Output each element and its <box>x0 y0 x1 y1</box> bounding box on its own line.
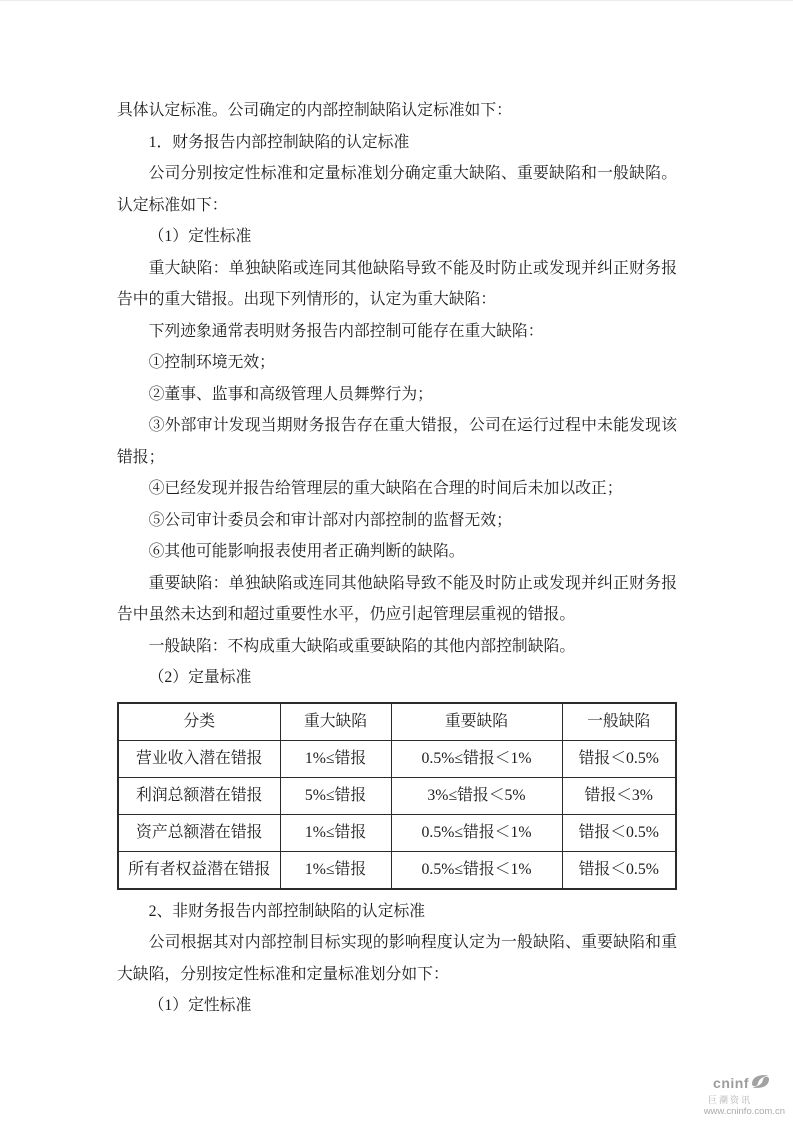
table-cell: 5%≤错报 <box>280 777 391 814</box>
text-line: 公司根据其对内部控制目标实现的影响程度认定为一般缺陷、重要缺陷和重 <box>148 934 677 951</box>
document-content <box>117 95 677 1022</box>
paragraph <box>117 127 677 159</box>
text-line: 一般缺陷：不构成重大缺陷或重要缺陷的其他内部控制缺陷。 <box>148 637 576 655</box>
table-header-cell: 一般缺陷 <box>562 703 676 741</box>
cninfo-swirl-icon <box>750 1073 771 1095</box>
paragraph <box>117 505 677 537</box>
paragraph <box>117 410 677 473</box>
text-line: 1．财务报告内部控制缺陷的认定标准 <box>148 133 410 151</box>
quantitative-standards-table <box>117 702 677 890</box>
table-cell: 错报＜0.5% <box>562 740 676 777</box>
text-line: （1）定性标准 <box>148 228 252 245</box>
paragraph <box>117 253 677 316</box>
table-header-cell: 分类 <box>118 703 280 741</box>
table-header-cell: 重要缺陷 <box>391 703 562 741</box>
table-cell: 1%≤错报 <box>280 740 391 777</box>
paragraph <box>117 347 677 379</box>
text-line: 重大缺陷：单独缺陷或连同其他缺陷导致不能及时防止或发现并纠正财务报 <box>148 259 677 277</box>
table-header-cell: 重大缺陷 <box>280 703 391 741</box>
text-line: 具体认定标准。公司确定的内部控制缺陷认定标准如下： <box>117 102 512 119</box>
cninfo-chinese-name: 巨潮资讯 <box>707 1094 752 1105</box>
paragraph <box>117 568 677 631</box>
text-line: 大缺陷，分别按定性标准和定量标准划分如下： <box>117 965 449 983</box>
text-line: （2）定量标准 <box>148 669 252 686</box>
paragraph <box>117 379 677 411</box>
table-cell: 1%≤错报 <box>280 814 391 851</box>
text-line: ④已经发现并报告给管理层的重大缺陷在合理的时间后未加以改正； <box>148 480 623 497</box>
paragraph <box>117 990 677 1022</box>
text-line: 2、非财务报告内部控制缺陷的认定标准 <box>148 902 426 920</box>
text-line: 公司分别按定性标准和定量标准划分确定重大缺陷、重要缺陷和一般缺陷。 <box>148 165 677 182</box>
table-row <box>118 851 676 889</box>
table-cell: 错报＜0.5% <box>562 814 676 851</box>
cninfo-logo <box>665 1073 785 1095</box>
text-line: ⑥其他可能影响报表使用者正确判断的缺陷。 <box>148 543 465 560</box>
paragraph <box>117 95 677 127</box>
text-line: ⑤公司审计委员会和审计部对内部控制的监督无效； <box>148 511 512 529</box>
cninfo-logo-text: cninf <box>713 1075 749 1092</box>
table-row <box>118 740 676 777</box>
paragraph <box>117 927 677 990</box>
text-line: ②董事、监事和高级管理人员舞弊行为； <box>148 385 433 403</box>
paragraph <box>117 316 677 348</box>
text-line: 重要缺陷：单独缺陷或连同其他缺陷导致不能及时防止或发现并纠正财务报 <box>148 574 677 592</box>
table-row <box>118 777 676 814</box>
table-header-row <box>118 703 676 741</box>
cninfo-watermark <box>665 1073 785 1118</box>
table-cell: 1%≤错报 <box>280 851 391 889</box>
paragraph <box>117 631 677 663</box>
table-cell: 0.5%≤错报＜1% <box>391 740 562 777</box>
text-line: （1）定性标准 <box>148 997 252 1014</box>
cninfo-url: www.cninfo.com.cn <box>703 1106 785 1118</box>
paragraph <box>117 536 677 568</box>
table-cell: 营业收入潜在错报 <box>118 740 280 777</box>
table-cell: 错报＜0.5% <box>562 851 676 889</box>
table-cell: 0.5%≤错报＜1% <box>391 851 562 889</box>
text-line: 下列迹象通常表明财务报告内部控制可能存在重大缺陷： <box>148 322 544 340</box>
text-line: 告中的重大错报。出现下列情形的，认定为重大缺陷： <box>117 291 497 308</box>
paragraph <box>117 221 677 253</box>
text-line: ③外部审计发现当期财务报告存在重大错报，公司在运行过程中未能发现该 <box>148 417 677 434</box>
paragraph <box>117 158 677 221</box>
table-cell: 所有者权益潜在错报 <box>118 851 280 889</box>
table-cell: 3%≤错报＜5% <box>391 777 562 814</box>
table-cell: 0.5%≤错报＜1% <box>391 814 562 851</box>
text-line: ①控制环境无效； <box>148 354 275 371</box>
table-cell: 错报＜3% <box>562 777 676 814</box>
table-cell: 资产总额潜在错报 <box>118 814 280 851</box>
table-cell: 利润总额潜在错报 <box>118 777 280 814</box>
paragraph <box>117 896 677 928</box>
text-line: 告中虽然未达到和超过重要性水平，仍应引起管理层重视的错报。 <box>117 606 576 623</box>
text-line: 认定标准如下： <box>117 196 228 214</box>
table-row <box>118 814 676 851</box>
paragraph <box>117 473 677 505</box>
paragraph <box>117 662 677 694</box>
text-line: 错报； <box>117 448 165 466</box>
